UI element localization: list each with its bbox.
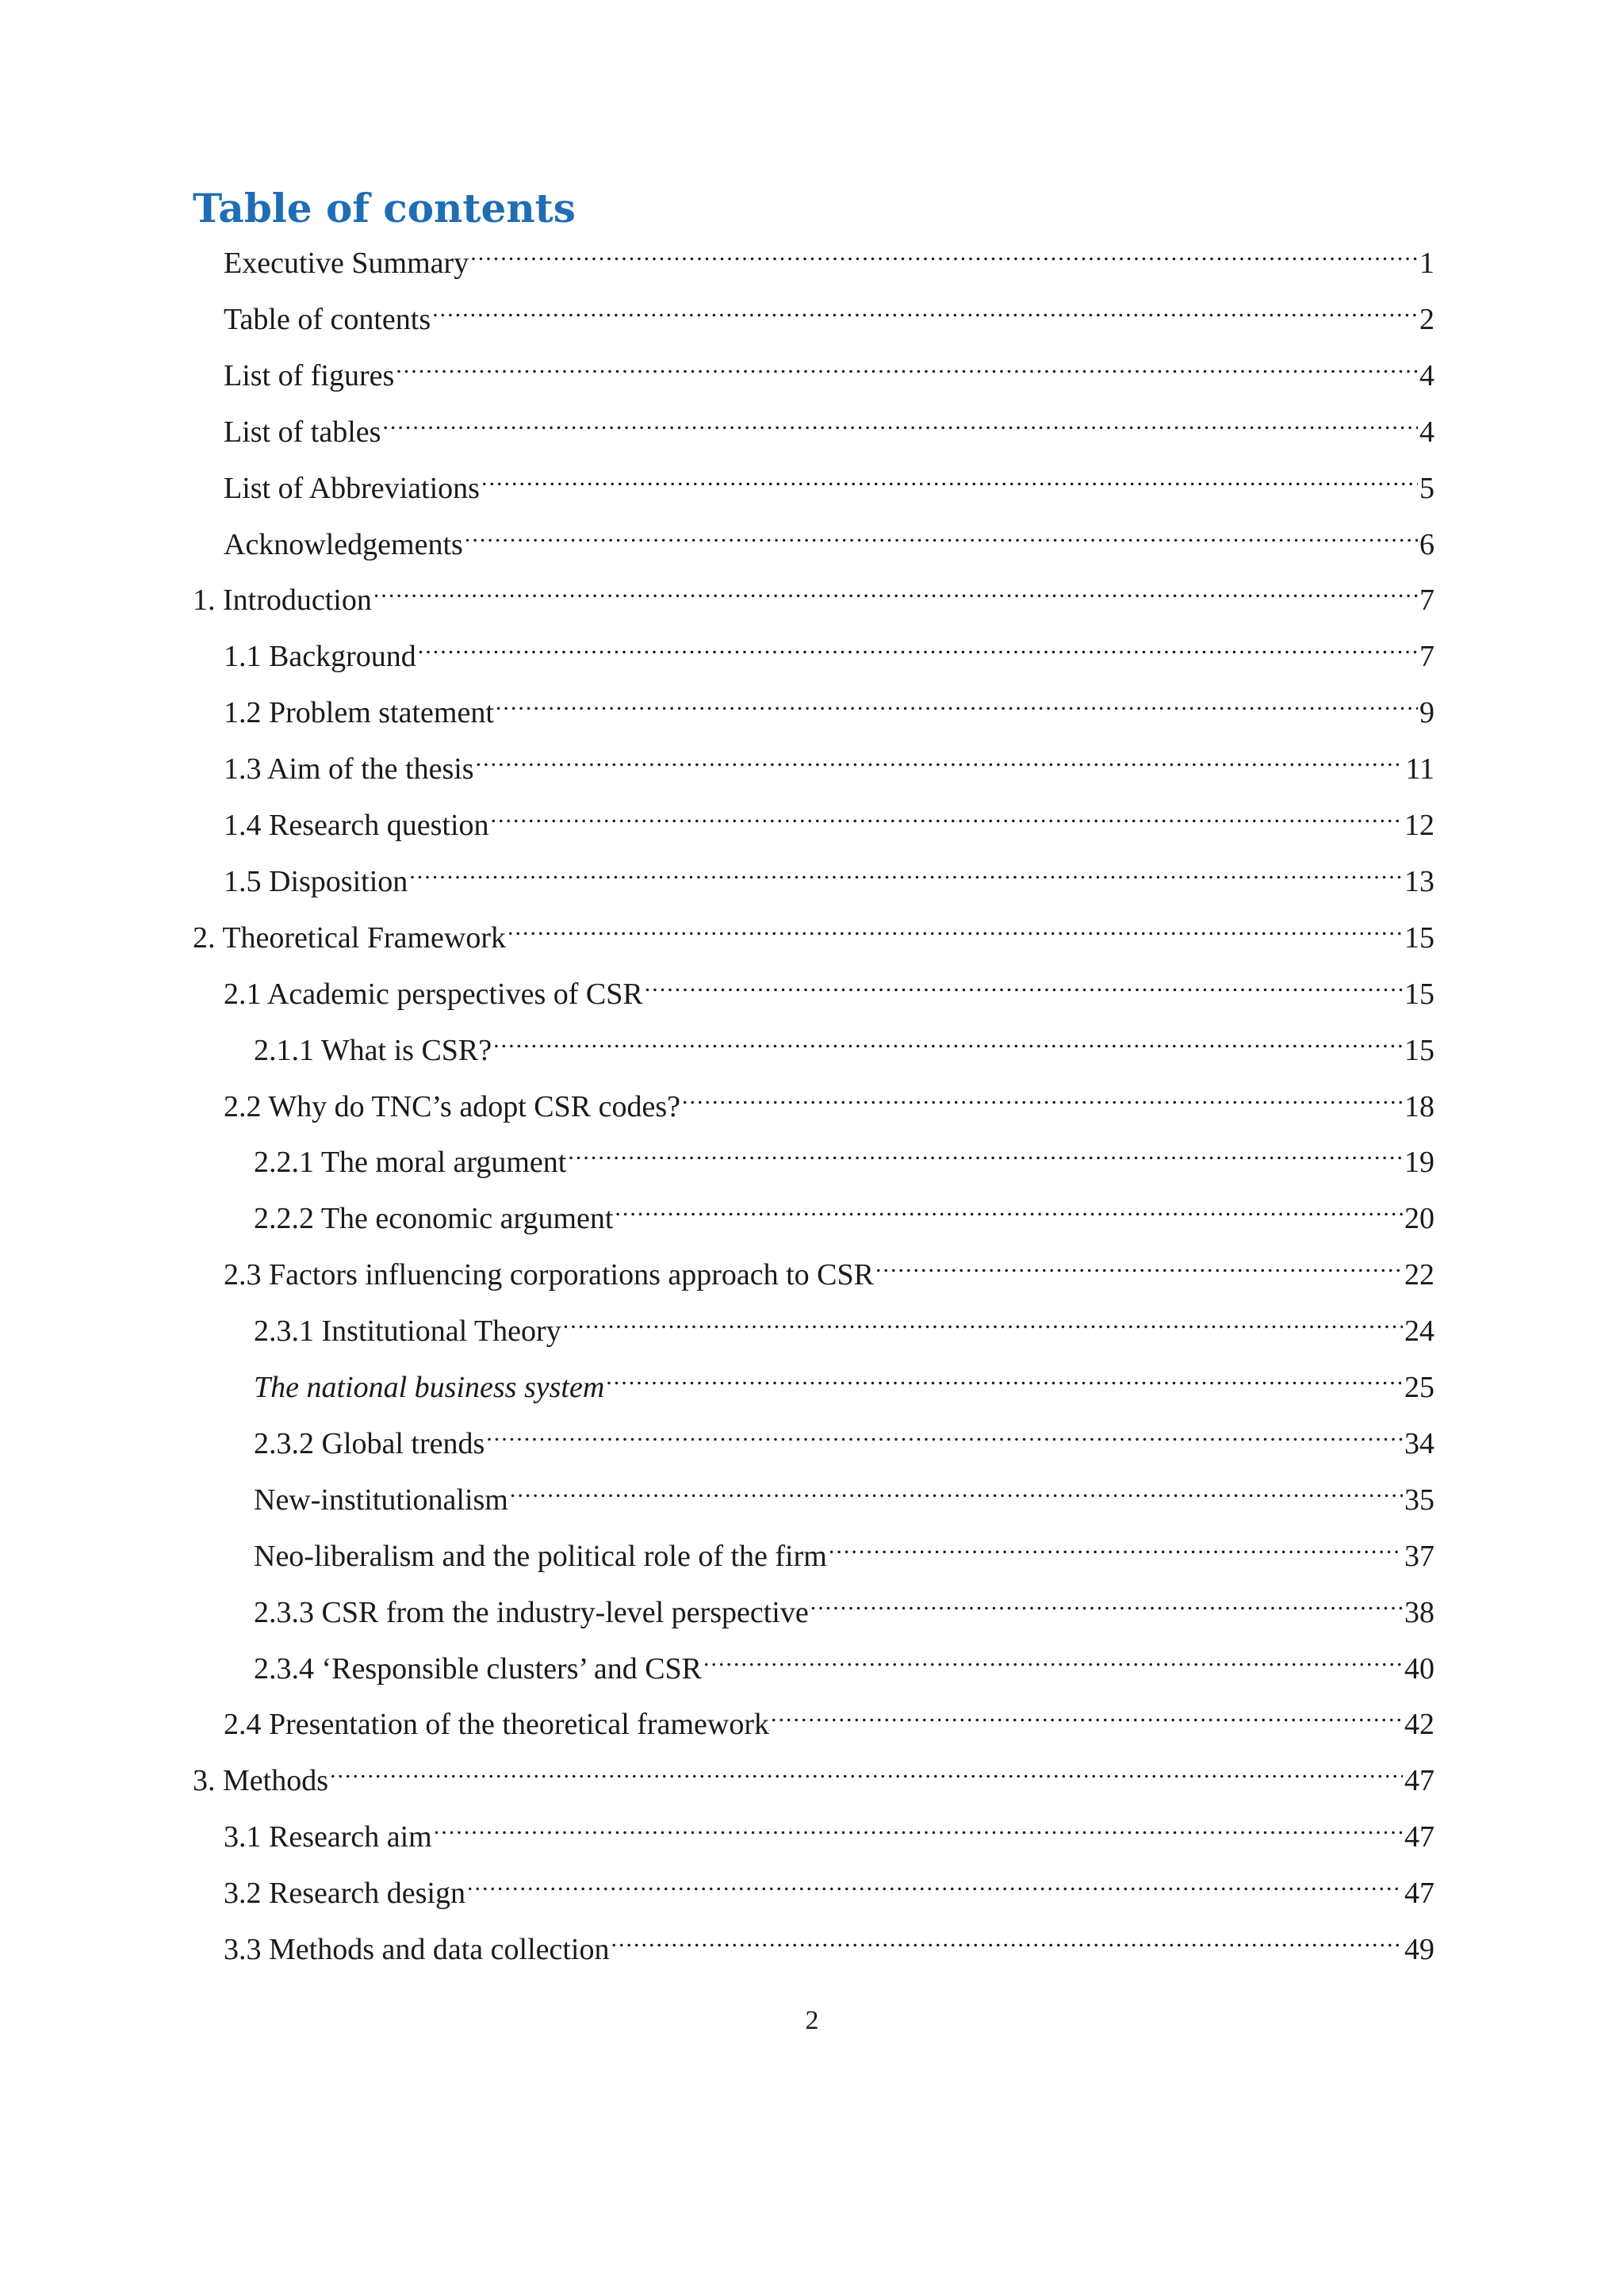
toc-entry-label: 1.4 Research question xyxy=(224,809,489,842)
toc-entry[interactable] xyxy=(254,1529,1434,1573)
toc-entry-page-number: 18 xyxy=(1404,1090,1434,1123)
toc-entry-page-number: 35 xyxy=(1404,1483,1434,1517)
toc-entry-page-number: 37 xyxy=(1404,1540,1434,1573)
toc-entry[interactable] xyxy=(224,1080,1434,1123)
toc-dot-leader xyxy=(434,1810,1403,1846)
toc-entry[interactable] xyxy=(254,1417,1434,1460)
toc-entry-label: 1.5 Disposition xyxy=(224,865,408,898)
toc-dot-leader xyxy=(496,686,1418,722)
toc-entry-label: List of Abbreviations xyxy=(224,472,480,505)
toc-dot-leader xyxy=(563,1304,1403,1341)
toc-entry-label: 2.2.1 The moral argument xyxy=(254,1146,567,1179)
toc-entry-label: 3. Methods xyxy=(193,1764,328,1797)
toc-entry[interactable] xyxy=(224,629,1434,673)
toc-dot-leader xyxy=(771,1697,1403,1734)
toc-entry[interactable] xyxy=(254,1642,1434,1686)
toc-entry-page-number: 4 xyxy=(1419,415,1434,449)
toc-entry-label: Acknowledgements xyxy=(224,528,463,561)
toc-entry-label: 2.2 Why do TNC’s adopt CSR codes? xyxy=(224,1090,680,1123)
toc-entry-label: List of tables xyxy=(224,415,381,449)
toc-entry-page-number: 40 xyxy=(1404,1652,1434,1686)
toc-dot-leader xyxy=(829,1529,1403,1566)
toc-entry-label: 2.1.1 What is CSR? xyxy=(254,1034,492,1067)
toc-entry[interactable] xyxy=(224,1248,1434,1292)
toc-entry-label: 3.2 Research design xyxy=(224,1877,465,1910)
toc-entry-label: 1.3 Aim of the thesis xyxy=(224,752,474,786)
toc-entry-label: 2.3.3 CSR from the industry-level perspective xyxy=(254,1596,809,1629)
toc-entry[interactable] xyxy=(254,1586,1434,1629)
toc-entry[interactable] xyxy=(224,686,1434,729)
toc-entry-label: 2. Theoretical Framework xyxy=(193,921,506,955)
toc-entry[interactable] xyxy=(224,967,1434,1011)
toc-dot-leader xyxy=(645,967,1403,1004)
toc-entry-page-number: 24 xyxy=(1404,1314,1434,1348)
toc-entry[interactable] xyxy=(193,1754,1434,1797)
toc-entry-label: 2.1 Academic perspectives of CSR xyxy=(224,978,643,1011)
toc-dot-leader xyxy=(508,911,1403,947)
toc-entry[interactable] xyxy=(224,349,1434,392)
toc-entry-label: 1.1 Background xyxy=(224,640,416,673)
toc-entry-page-number: 7 xyxy=(1419,584,1434,617)
toc-dot-leader xyxy=(703,1642,1403,1678)
toc-entry[interactable] xyxy=(254,1192,1434,1235)
toc-dot-leader xyxy=(396,349,1418,385)
toc-entry-page-number: 47 xyxy=(1404,1764,1434,1797)
toc-entry[interactable] xyxy=(224,1866,1434,1910)
toc-entry-label: 2.3.1 Institutional Theory xyxy=(254,1314,561,1348)
toc-dot-leader xyxy=(486,1417,1403,1453)
toc-dot-leader xyxy=(470,236,1418,273)
toc-dot-leader xyxy=(611,1923,1404,1959)
toc-title: Table of contents xyxy=(193,185,576,232)
toc-entry[interactable] xyxy=(254,1024,1434,1067)
toc-entry-page-number: 47 xyxy=(1404,1877,1434,1910)
toc-entry-page-number: 15 xyxy=(1404,921,1434,955)
toc-entry-label: 1.2 Problem statement xyxy=(224,696,494,729)
toc-entry-page-number: 12 xyxy=(1404,809,1434,842)
toc-dot-leader xyxy=(491,798,1403,835)
toc-entry-page-number: 25 xyxy=(1404,1371,1434,1404)
toc-entry-page-number: 9 xyxy=(1419,696,1434,729)
toc-entry[interactable] xyxy=(193,911,1434,955)
toc-entry-label: Table of contents xyxy=(224,303,431,336)
toc-entry[interactable] xyxy=(254,1135,1434,1179)
toc-entry-label: New-institutionalism xyxy=(254,1483,508,1517)
toc-entry-label: List of figures xyxy=(224,359,395,392)
toc-entry-page-number: 4 xyxy=(1419,359,1434,392)
page-number: 2 xyxy=(805,2006,819,2035)
toc-entry-page-number: 7 xyxy=(1419,640,1434,673)
toc-dot-leader xyxy=(418,629,1418,666)
toc-dot-leader xyxy=(476,742,1404,779)
toc-dot-leader xyxy=(615,1192,1403,1228)
toc-entry-page-number: 42 xyxy=(1404,1708,1434,1741)
toc-entry-page-number: 34 xyxy=(1404,1427,1434,1460)
toc-entry-label: 2.2.2 The economic argument xyxy=(254,1202,614,1235)
toc-entry-page-number: 38 xyxy=(1404,1596,1434,1629)
toc-entry-page-number: 22 xyxy=(1404,1258,1434,1292)
toc-entry[interactable] xyxy=(224,742,1434,786)
toc-entry-page-number: 15 xyxy=(1404,978,1434,1011)
toc-entry-page-number: 47 xyxy=(1404,1820,1434,1854)
toc-entry[interactable] xyxy=(254,1473,1434,1517)
toc-entry-label: 2.3.2 Global trends xyxy=(254,1427,485,1460)
toc-entry-label: The national business system xyxy=(254,1371,605,1404)
toc-entry[interactable] xyxy=(224,1697,1434,1741)
toc-entry-page-number: 49 xyxy=(1404,1933,1434,1966)
toc-dot-leader xyxy=(875,1248,1403,1284)
toc-entry-page-number: 15 xyxy=(1404,1034,1434,1067)
toc-entry-page-number: 20 xyxy=(1404,1202,1434,1235)
toc-entry-label: 3.3 Methods and data collection xyxy=(224,1933,610,1966)
toc-entry[interactable] xyxy=(193,573,1434,617)
toc-entry[interactable] xyxy=(224,461,1434,505)
toc-dot-leader xyxy=(409,855,1403,891)
toc-entry[interactable] xyxy=(224,518,1434,561)
toc-entry-page-number: 6 xyxy=(1419,528,1434,561)
toc-entry[interactable] xyxy=(254,1360,1434,1404)
toc-dot-leader xyxy=(481,461,1418,498)
toc-entry-label: 1. Introduction xyxy=(193,584,372,617)
toc-entry[interactable] xyxy=(224,1810,1434,1854)
toc-entry[interactable] xyxy=(224,798,1434,842)
toc-entry-page-number: 5 xyxy=(1419,472,1434,505)
toc-entry-page-number: 2 xyxy=(1419,303,1434,336)
toc-entry[interactable] xyxy=(224,405,1434,449)
toc-dot-leader xyxy=(810,1586,1403,1622)
toc-dot-leader xyxy=(606,1360,1403,1397)
toc-dot-leader xyxy=(382,405,1418,442)
toc-entry-label: Neo-liberalism and the political role of the firm xyxy=(254,1540,827,1573)
toc-dot-leader xyxy=(432,293,1418,329)
toc-dot-leader xyxy=(682,1080,1403,1116)
toc-entry[interactable] xyxy=(224,855,1434,898)
toc-dot-leader xyxy=(373,573,1418,610)
toc-entry-label: Executive Summary xyxy=(224,247,469,280)
toc-dot-leader xyxy=(493,1024,1403,1060)
toc-entry[interactable] xyxy=(224,293,1434,336)
toc-dot-leader xyxy=(510,1473,1403,1510)
toc-entry-page-number: 11 xyxy=(1405,752,1434,786)
toc-entry-label: 2.3.4 ‘Responsible clusters’ and CSR xyxy=(254,1652,703,1686)
toc-entry-page-number: 19 xyxy=(1404,1146,1434,1179)
toc-entry-page-number: 13 xyxy=(1404,865,1434,898)
toc-entry-page-number: 1 xyxy=(1419,247,1434,280)
toc-entry-label: 2.4 Presentation of the theoretical framework xyxy=(224,1708,769,1741)
toc-entry[interactable] xyxy=(224,236,1434,280)
toc-dot-leader xyxy=(330,1754,1403,1790)
toc-dot-leader xyxy=(568,1135,1403,1172)
toc-dot-leader xyxy=(467,1866,1403,1903)
toc-dot-leader xyxy=(465,518,1418,554)
toc-entry[interactable] xyxy=(224,1923,1434,1966)
toc-entry[interactable] xyxy=(254,1304,1434,1348)
toc-entry-label: 2.3 Factors influencing corporations approach to CSR xyxy=(224,1258,875,1292)
toc-entry-label: 3.1 Research aim xyxy=(224,1820,432,1854)
